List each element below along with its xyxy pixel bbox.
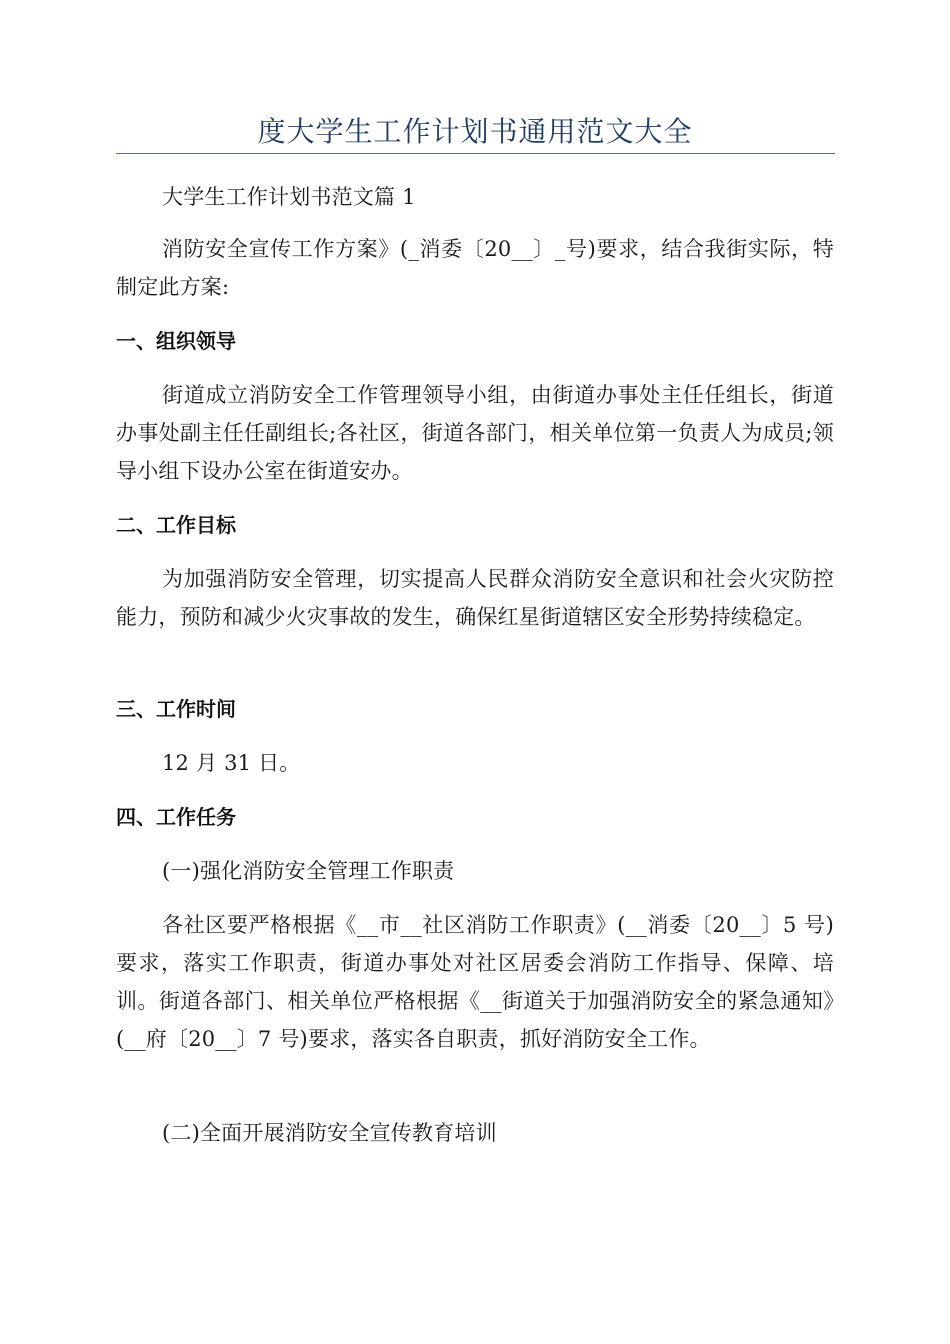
intro-paragraph: 消防安全宣传工作方案》(_消委〔20__〕_号)要求，结合我街实际，特制定此方案: [116,237,834,299]
section-text-time: 12 月 31 日。 [162,751,301,775]
document-title: 度大学生工作计划书通用范文大全 [257,115,693,148]
title-underline [116,153,835,154]
section-heading-time: 三、工作时间 [116,697,236,721]
section-text-organization: 街道成立消防安全工作管理领导小组，由街道办事处主任任组长，街道办事处副主任任副组长;各社区，街道各部门，相关单位第一负责人为成员;领导小组下设办公室在街道安办。 [116,383,834,483]
section-heading-goals: 二、工作目标 [116,513,236,537]
document-subtitle: 大学生工作计划书范文篇 1 [162,185,416,209]
section-heading-tasks: 四、工作任务 [116,805,236,829]
task-heading-duties: (一)强化消防安全管理工作职责 [162,859,455,883]
task-heading-education: (二)全面开展消防安全宣传教育培训 [162,1121,497,1145]
section-text-goals: 为加强消防安全管理，切实提高人民群众消防安全意识和社会火灾防控能力，预防和减少火灾事故的发生，确保红星街道辖区安全形势持续稳定。 [116,567,834,629]
task-text-duties: 各社区要严格根据《__市__社区消防工作职责》(__消委〔20__〕5 号)要求，落实工作职责，街道办事处对社区居委会消防工作指导、保障、培训。街道各部门、相关单位严格根据《__街道关于加强消防安全的紧急通知》(__府〔20__〕7 号)要求，落实各自职责，抓好消防安全工作。 [116,913,834,1051]
section-heading-organization: 一、组织领导 [116,329,236,353]
